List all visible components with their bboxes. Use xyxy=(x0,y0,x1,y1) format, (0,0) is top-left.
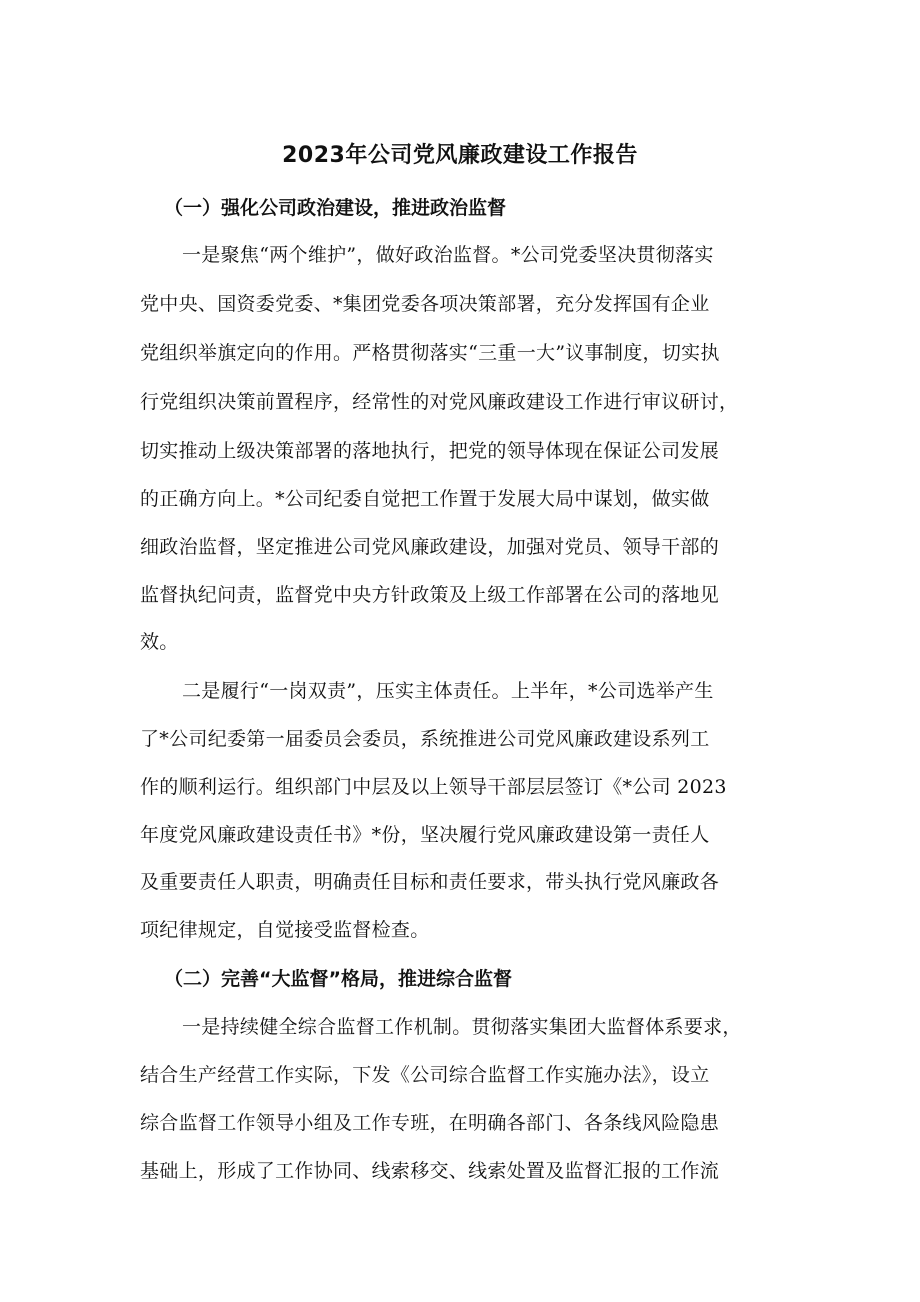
paragraph-line: 监督执纪问责，监督党中央方针政策及上级工作部署在公司的落地见 xyxy=(140,584,720,606)
page-title: 2023年公司党风廉政建设工作报告 xyxy=(282,143,638,168)
paragraph-line: 党中央、国资委党委、*集团党委各项决策部署，充分发挥国有企业 xyxy=(140,293,710,315)
paragraph-line: 作的顺利运行。组织部门中层及以上领导干部层层签订《*公司 2023 xyxy=(140,776,727,798)
paragraph-line: 综合监督工作领导小组及工作专班，在明确各部门、各条线风险隐患 xyxy=(140,1112,720,1134)
paragraph-line: 及重要责任人职责，明确责任目标和责任要求，带头执行党风廉政各 xyxy=(140,871,720,893)
paragraph-line: 项纪律规定，自觉接受监督检查。 xyxy=(140,919,430,941)
paragraph-line: 党组织举旗定向的作用。严格贯彻落实“三重一大”议事制度，切实执 xyxy=(140,342,720,364)
paragraph-line: 切实推动上级决策部署的落地执行，把党的领导体现在保证公司发展 xyxy=(140,440,720,462)
paragraph-line: 效。 xyxy=(140,631,179,653)
paragraph-line: 了*公司纪委第一届委员会委员，系统推进公司党风廉政建设系列工 xyxy=(140,728,710,750)
paragraph-line: 基础上，形成了工作协同、线索移交、线索处置及监督汇报的工作流 xyxy=(140,1160,720,1182)
paragraph-line: 细政治监督，坚定推进公司党风廉政建设，加强对党员、领导干部的 xyxy=(140,536,720,558)
paragraph-line: 二是履行“一岗双责”，压实主体责任。上半年，*公司选举产生 xyxy=(182,680,714,702)
paragraph-line: 结合生产经营工作实际，下发《公司综合监督工作实施办法》，设立 xyxy=(140,1064,710,1086)
section-heading-2: （二）完善“大监督”格局，推进综合监督 xyxy=(164,968,512,990)
paragraph-line: 的正确方向上。*公司纪委自觉把工作置于发展大局中谋划，做实做 xyxy=(140,488,710,510)
paragraph-line: 一是聚焦“两个维护”，做好政治监督。*公司党委坚决贯彻落实 xyxy=(182,244,714,266)
paragraph-line: 一是持续健全综合监督工作机制。贯彻落实集团大监督体系要求， xyxy=(182,1016,742,1038)
paragraph-line: 年度党风廉政建设责任书》*份，坚决履行党风廉政建设第一责任人 xyxy=(140,824,710,846)
paragraph-line: 行党组织决策前置程序，经常性的对党风廉政建设工作进行审议研讨， xyxy=(140,391,739,413)
section-heading-1: （一）强化公司政治建设，推进政治监督 xyxy=(164,197,507,219)
